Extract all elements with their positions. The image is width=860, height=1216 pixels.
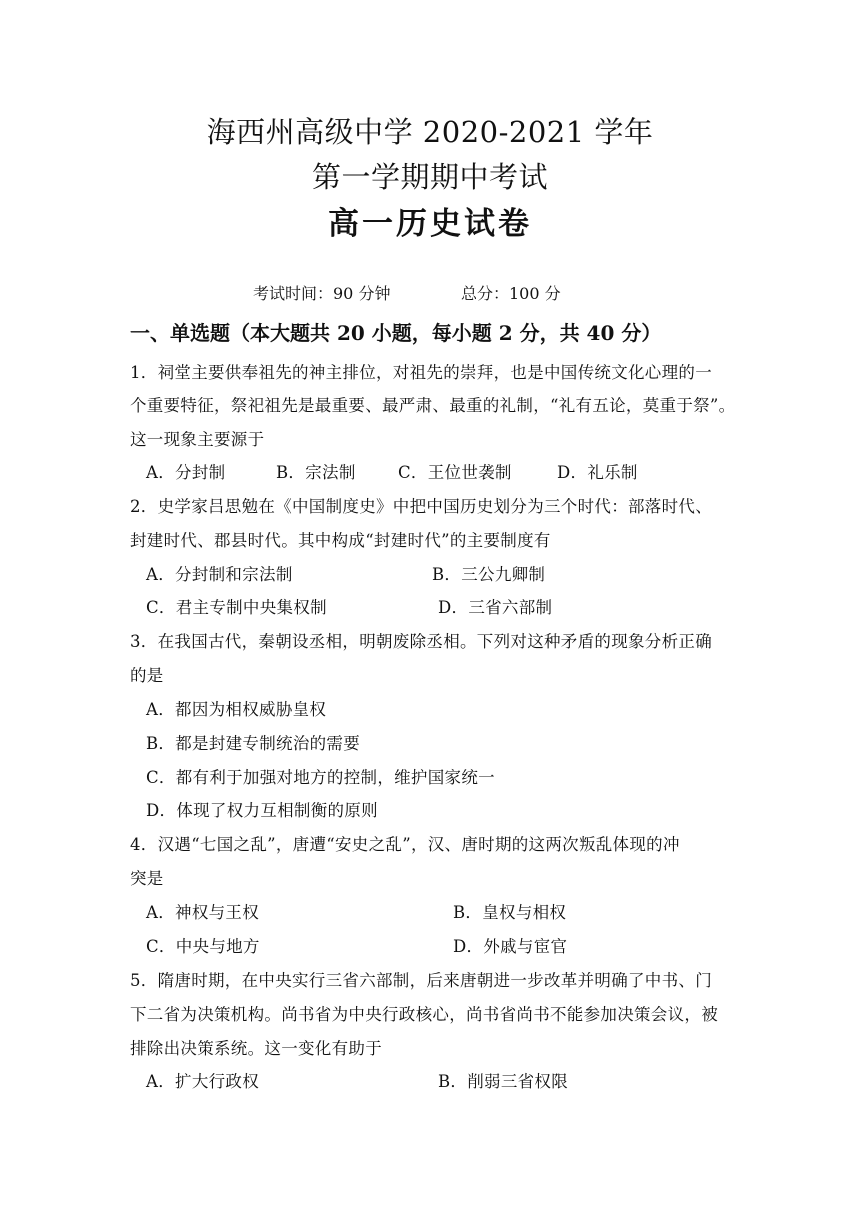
question-4-option-d: D．外戚与宦官: [453, 937, 568, 956]
question-5-option-a: A．扩大行政权: [146, 1072, 260, 1091]
question-3-line-1: 3．在我国古代，秦朝设丞相，明朝废除丞相。下列对这种矛盾的现象分析正确: [130, 632, 712, 651]
exam-total-score: 总分：100 分: [461, 284, 561, 303]
question-4-option-c: C．中央与地方: [146, 937, 260, 956]
question-4-option-b: B．皇权与相权: [453, 903, 567, 922]
title-exam-name: 第一学期期中考试: [311, 160, 548, 194]
question-5-option-b: B．削弱三省权限: [438, 1072, 569, 1091]
question-3-line-2: 的是: [130, 666, 164, 685]
question-3-option-d: D．体现了权力互相制衡的原则: [146, 801, 378, 820]
section-heading: 一、单选题（本大题共 20 小题，每小题 2 分，共 40 分）: [130, 321, 662, 345]
question-2-option-c: C．君主专制中央集权制: [146, 598, 327, 617]
exam-time: 考试时间：90 分钟: [253, 284, 391, 303]
question-4-line-2: 突是: [130, 869, 164, 888]
question-2-option-d: D．三省六部制: [438, 598, 553, 617]
question-1-line-3: 这一现象主要源于: [130, 430, 265, 449]
question-2-line-2: 封建时代、郡县时代。其中构成“封建时代”的主要制度有: [130, 531, 551, 550]
question-2-option-a: A．分封制和宗法制: [146, 565, 293, 584]
question-1-line-1: 1．祠堂主要供奉祖先的神主排位，对祖先的崇拜，也是中国传统文化心理的一: [130, 363, 712, 382]
question-1-option-a: A．分封制: [146, 463, 226, 482]
question-2-option-b: B．三公九卿制: [432, 565, 546, 584]
question-4-option-a: A．神权与王权: [146, 903, 260, 922]
title-school-year: 海西州高级中学 2020-2021 学年: [206, 115, 654, 149]
question-3-option-b: B．都是封建专制统治的需要: [146, 734, 361, 753]
question-1-option-d: D．礼乐制: [557, 463, 638, 482]
title-subject: 高一历史试卷: [328, 206, 532, 242]
question-3-option-c: C．都有利于加强对地方的控制，维护国家统一: [146, 768, 495, 787]
question-4-line-1: 4．汉遇“七国之乱”，唐遭“安史之乱”，汉、唐时期的这两次叛乱体现的冲: [130, 835, 680, 854]
question-1-option-b: B．宗法制: [276, 463, 356, 482]
question-5-line-1: 5．隋唐时期，在中央实行三省六部制，后来唐朝进一步改革并明确了中书、门: [130, 971, 712, 990]
question-1-option-c: C．王位世袭制: [398, 463, 512, 482]
question-5-line-2: 下二省为决策机构。尚书省为中央行政核心，尚书省尚书不能参加决策会议，被: [130, 1005, 718, 1024]
question-1-line-2: 个重要特征，祭祀祖先是最重要、最严肃、最重的礼制，“礼有五论，莫重于祭”。: [130, 396, 736, 415]
question-3-option-a: A．都因为相权威胁皇权: [146, 700, 327, 719]
question-5-line-3: 排除出决策系统。这一变化有助于: [130, 1039, 382, 1058]
question-2-line-1: 2．史学家吕思勉在《中国制度史》中把中国历史划分为三个时代：部落时代、: [130, 497, 712, 516]
